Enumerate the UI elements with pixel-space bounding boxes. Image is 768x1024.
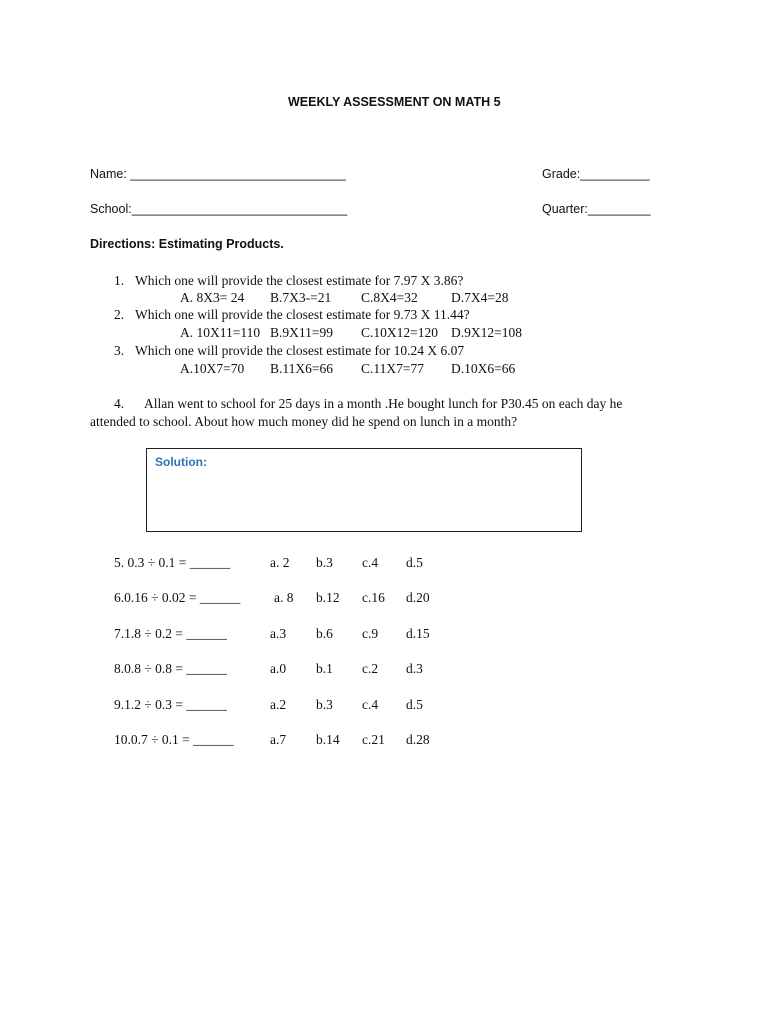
- choice-d: D.7X4=28: [451, 290, 509, 305]
- choice-a: a. 8: [274, 590, 294, 605]
- choice-a: a.0: [270, 661, 287, 676]
- question-number: 1.: [114, 273, 125, 288]
- division-question: 7.1.8 ÷ 0.2 = ______: [114, 626, 227, 641]
- choice-a: a.7: [270, 732, 287, 747]
- question-text: Which one will provide the closest estimate for 7.97 X 3.86?: [135, 273, 464, 288]
- choice-c: c.21: [362, 732, 385, 747]
- choice-a: A.10X7=70: [180, 361, 245, 376]
- choice-d: D.9X12=108: [451, 325, 522, 340]
- choice-a: A. 8X3= 24: [180, 290, 245, 305]
- choice-d: D.10X6=66: [451, 361, 516, 376]
- choice-b: b.3: [316, 697, 333, 712]
- page-title: WEEKLY ASSESSMENT ON MATH 5: [288, 95, 501, 109]
- choice-b: B.7X3-=21: [270, 290, 332, 305]
- choice-d: d.5: [406, 555, 423, 570]
- directions: Directions: Estimating Products.: [90, 237, 284, 251]
- solution-label: Solution:: [155, 455, 207, 469]
- choice-b: B.11X6=66: [270, 361, 333, 376]
- school-field[interactable]: School:_______________________________: [90, 202, 348, 216]
- question-text: Which one will provide the closest estimate for 9.73 X 11.44?: [135, 307, 470, 322]
- choice-b: b.12: [316, 590, 340, 605]
- choice-c: c.4: [362, 555, 379, 570]
- choice-d: d.20: [406, 590, 430, 605]
- choice-c: c.2: [362, 661, 379, 676]
- choice-d: d.28: [406, 732, 430, 747]
- name-field[interactable]: Name: _______________________________: [90, 167, 346, 181]
- choice-d: d.3: [406, 661, 423, 676]
- choice-a: A. 10X11=110: [180, 325, 261, 340]
- division-question: 10.0.7 ÷ 0.1 = ______: [114, 732, 234, 747]
- quarter-field[interactable]: Quarter:_________: [542, 202, 651, 216]
- choice-b: b.14: [316, 732, 340, 747]
- choice-c: C.11X7=77: [361, 361, 424, 376]
- division-question: 6.0.16 ÷ 0.02 = ______: [114, 590, 241, 605]
- choice-d: d.5: [406, 697, 423, 712]
- choice-b: b.1: [316, 661, 333, 676]
- choice-b: B.9X11=99: [270, 325, 333, 340]
- question-number: 3.: [114, 343, 125, 358]
- word-problem-line-2: attended to school. About how much money did he spend on lunch in a month?: [90, 414, 518, 429]
- choice-a: a. 2: [270, 555, 290, 570]
- question-number: 2.: [114, 307, 125, 322]
- division-question: 8.0.8 ÷ 0.8 = ______: [114, 661, 227, 676]
- grade-field[interactable]: Grade:__________: [542, 167, 650, 181]
- choice-a: a.2: [270, 697, 287, 712]
- choice-d: d.15: [406, 626, 430, 641]
- division-question: 9.1.2 ÷ 0.3 = ______: [114, 697, 227, 712]
- question-number: 4.: [114, 396, 125, 411]
- choice-c: c.4: [362, 697, 379, 712]
- question-text: Which one will provide the closest estimate for 10.24 X 6.07: [135, 343, 465, 358]
- choice-b: b.6: [316, 626, 333, 641]
- choice-a: a.3: [270, 626, 287, 641]
- choice-c: C.8X4=32: [361, 290, 418, 305]
- choice-c: c.16: [362, 590, 385, 605]
- choice-b: b.3: [316, 555, 333, 570]
- division-question: 5. 0.3 ÷ 0.1 = ______: [114, 555, 231, 570]
- choice-c: c.9: [362, 626, 379, 641]
- solution-box[interactable]: [146, 448, 582, 532]
- choice-c: C.10X12=120: [361, 325, 438, 340]
- word-problem-line-1: Allan went to school for 25 days in a month .He bought lunch for P30.45 on each day he: [144, 396, 623, 411]
